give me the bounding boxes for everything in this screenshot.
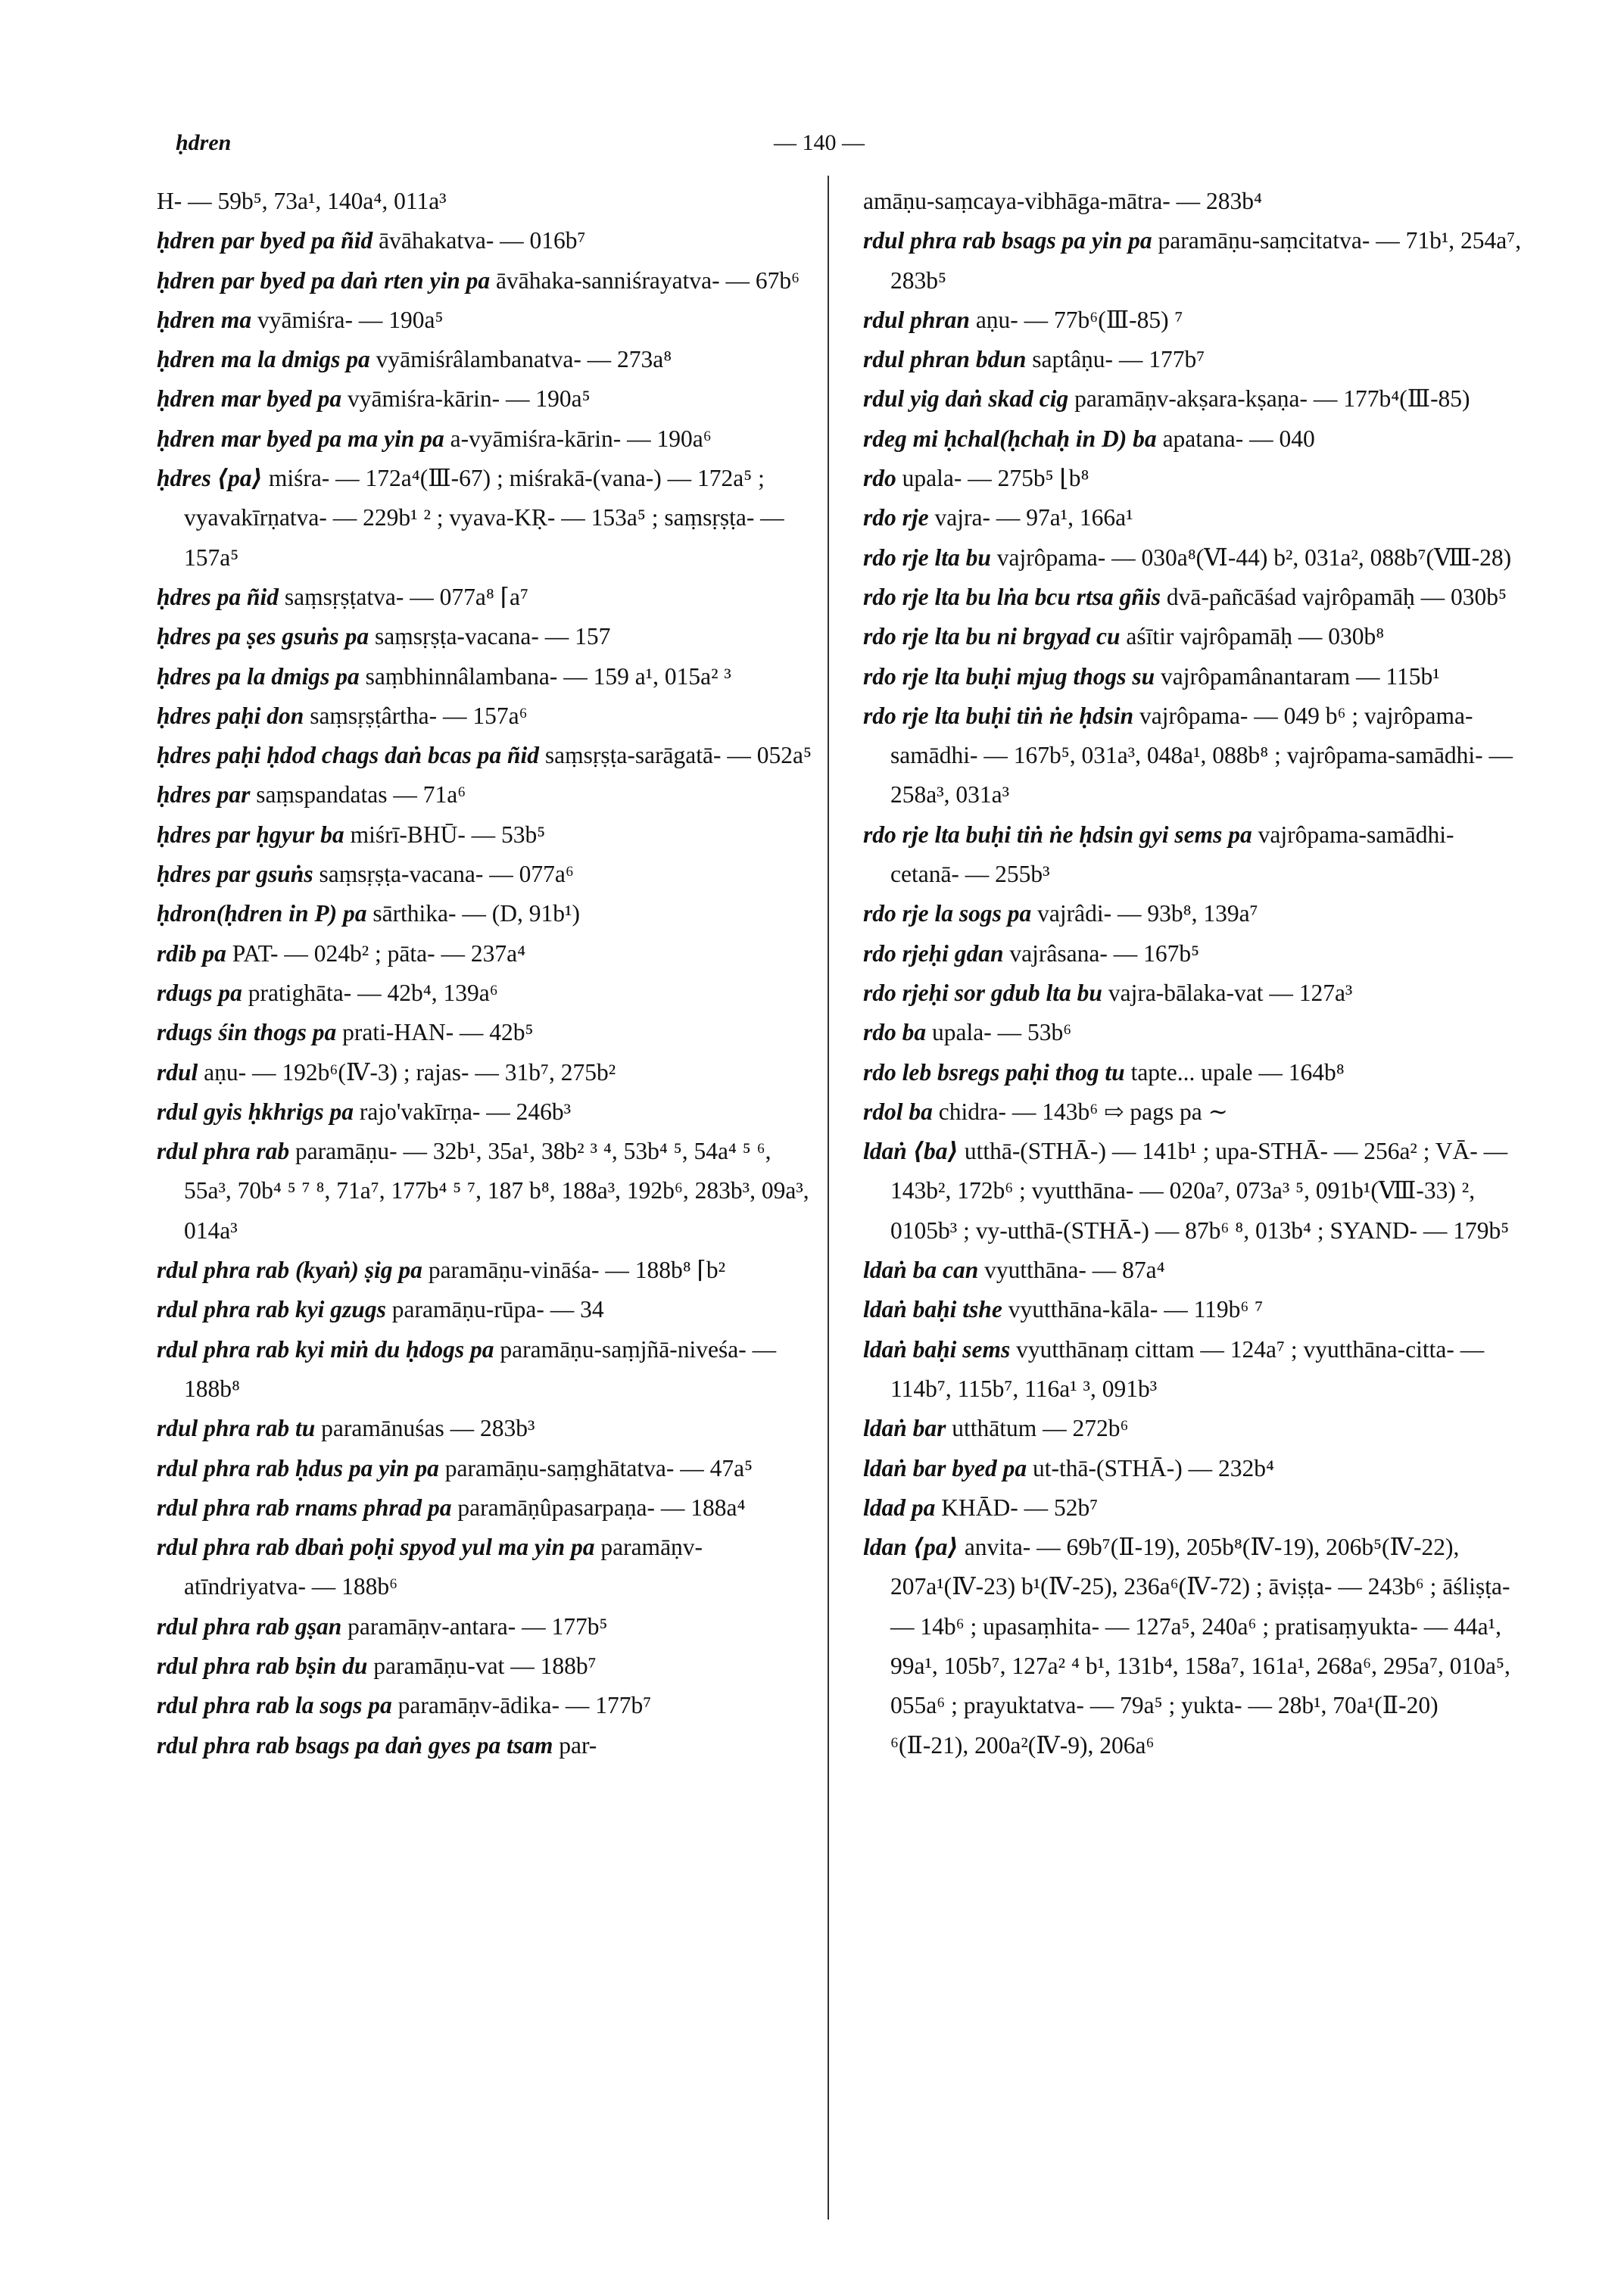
dictionary-entry <box>863 459 1522 498</box>
dictionary-entry <box>863 578 1522 617</box>
entry-equivalents: vyāmiśrâlambanatva- — 273a⁸ <box>376 346 672 373</box>
dictionary-entry <box>863 1449 1522 1488</box>
running-head: ḥdren <box>176 130 232 155</box>
entry-equivalents: aśītir vajrôpamāḥ — 030b⁸ <box>1126 623 1385 650</box>
entry-headword: ḥdres pa ñid <box>157 583 279 610</box>
entry-headword: rdul phra rab ḥdus pa yin pa <box>157 1454 439 1481</box>
dictionary-entry <box>157 379 815 419</box>
entry-equivalents: vyāmiśra- — 190a⁵ <box>257 306 444 333</box>
dictionary-entry <box>157 578 815 617</box>
entry-headword: rdul phran bdun <box>863 346 1027 373</box>
entry-headword: rdul phra rab la sogs pa <box>157 1692 392 1719</box>
entry-equivalents: chidra- — 143b⁶ ⇨ pags pa ∼ <box>938 1098 1228 1125</box>
entry-headword: ḥdres ⟨pa⟩ <box>157 465 263 492</box>
entry-equivalents: par- <box>559 1731 597 1759</box>
entry-equivalents: vajrôpama-samādhi-cetanā- — 255b³ <box>890 821 1454 888</box>
dictionary-entry <box>863 1528 1522 1765</box>
dictionary-entry <box>863 1053 1522 1092</box>
dictionary-entry <box>157 974 815 1013</box>
dictionary-entry <box>863 1013 1522 1052</box>
dictionary-entry <box>157 696 815 736</box>
entry-headword: rdul phra rab (kyaṅ) ṣig pa <box>157 1257 422 1284</box>
entry-equivalents: saṃsṛṣṭa-sarāgatā- — 052a⁵ <box>544 742 812 769</box>
right-column <box>863 182 1522 1765</box>
entry-headword: rdul phra rab bsags pa yin pa <box>863 227 1152 254</box>
entry-equivalents: saṃsṛṣṭârtha- — 157a⁶ <box>310 702 528 729</box>
entry-headword: rdul yig daṅ skad cig <box>863 385 1069 413</box>
entry-equivalents: sārthika- — (D, 91b¹) <box>372 900 580 927</box>
entry-equivalents: aṇu- — 77b⁶(Ⅲ-85) ⁷ <box>975 306 1183 333</box>
dictionary-entry <box>863 696 1522 815</box>
entry-equivalents: paramānuśas — 283b³ <box>321 1415 535 1442</box>
entry-equivalents: vajrôpama- — 049 b⁶ ; vajrôpama- samādhi- — 167b⁵, 031a³, 048a¹, 088b⁸ ; vajrôpama-samādhi- — 258a³, 031a³ <box>890 702 1513 808</box>
entry-headword: rdo rje <box>863 504 929 531</box>
entry-headword: rdul phra rab bsags pa daṅ gyes pa tsam <box>157 1731 553 1759</box>
entry-equivalents: anvita- — 69b⁷(Ⅱ-19), 205b⁸(Ⅳ-19), 206b⁵(Ⅳ-22), 207a¹(Ⅳ-23) b¹(Ⅳ-25), 236a⁶(Ⅳ-72) ; āviṣṭa- — 243b⁶ ; āśliṣṭa- — 14b⁶ ; upasaṃhita- — 127a⁵, 240a⁶ ; pratisaṃyukta- — 44a¹, 99a¹, 105b⁷, 127a² ⁴ b¹, 131b⁴, 158a⁷, 161a¹, 268a⁶, 295a⁷, 010a⁵, 055a⁶ ; prayuktatva- — 79a⁵ ; yukta- — 28b¹, 70a¹(Ⅱ-20) ⁶(Ⅱ-21), 200a²(Ⅳ-9), 206a⁶ <box>890 1534 1510 1759</box>
entry-headword: ldaṅ ba can <box>863 1257 979 1284</box>
entry-headword: rdugs pa <box>157 979 242 1006</box>
entry-equivalents: paramāṇu-saṃjñā-niveśa- — 188b⁸ <box>184 1335 777 1402</box>
entry-headword: ldaṅ baḥi tshe <box>863 1296 1002 1323</box>
entry-headword: rdo rje lta bu ni brgyad cu <box>863 623 1121 650</box>
entry-equivalents: H- — 59b⁵, 73a¹, 140a⁴, 011a³ <box>157 188 447 214</box>
entry-headword: rdul phra rab tu <box>157 1415 316 1442</box>
dictionary-entry <box>863 617 1522 656</box>
entry-headword: ldaṅ ⟨ba⟩ <box>863 1138 959 1165</box>
entry-equivalents: saṃbhinnâlambana- — 159 a¹, 015a² ³ <box>365 662 731 690</box>
dictionary-entry <box>157 182 815 221</box>
dictionary-entry <box>863 379 1522 419</box>
entry-equivalents: miśrī-BHŪ- — 53b⁵ <box>350 821 546 848</box>
dictionary-entry <box>863 498 1522 537</box>
entry-headword: rdul phra rab dbaṅ poḥi spyod yul ma yin pa <box>157 1534 595 1561</box>
entry-equivalents: dvā-pañcāśad vajrôpamāḥ — 030b⁵ <box>1166 583 1507 610</box>
entry-equivalents: vyutthānaṃ cittam — 124a⁷ ; vyutthāna-citta- — 114b⁷, 115b⁷, 116a¹ ³, 091b³ <box>890 1335 1485 1402</box>
entry-equivalents: paramāṇûpasarpaṇa- — 188a⁴ <box>457 1494 746 1521</box>
entry-headword: ḥdren mar byed pa <box>157 385 342 413</box>
entry-headword: rdul gyis ḥkhrigs pa <box>157 1098 354 1125</box>
dictionary-entry <box>157 419 815 459</box>
dictionary-entry <box>863 657 1522 696</box>
dictionary-entry <box>157 1607 815 1647</box>
dictionary-entry <box>863 1132 1522 1251</box>
dictionary-entry <box>157 815 815 855</box>
entry-headword: ḥdres par <box>157 781 251 808</box>
entry-headword: ḥdren par byed pa ñid <box>157 227 373 254</box>
entry-headword: ḥdren ma <box>157 306 252 333</box>
dictionary-entry <box>863 1330 1522 1410</box>
dictionary-entry <box>863 340 1522 379</box>
entry-equivalents: āvāhakatva- — 016b⁷ <box>379 227 586 254</box>
entry-equivalents: paramāṇu-rūpa- — 34 <box>391 1296 604 1323</box>
dictionary-entry <box>157 1013 815 1052</box>
entry-headword: rdo rje lta bu lṅa bcu rtsa gñis <box>863 583 1161 610</box>
dictionary-entry <box>863 1092 1522 1132</box>
entry-equivalents: vyāmiśra-kārin- — 190a⁵ <box>348 385 591 413</box>
entry-equivalents: paramāṇu-saṃcitatva- — 71b¹, 254a⁷, 283b⁵ <box>890 227 1522 294</box>
entry-headword: rdo ba <box>863 1019 927 1046</box>
entry-equivalents: pratighāta- — 42b⁴, 139a⁶ <box>248 979 498 1006</box>
entry-headword: rdo rje la sogs pa <box>863 900 1032 927</box>
dictionary-entry <box>863 815 1522 895</box>
entry-equivalents: paramāṇu-vināśa- — 188b⁸ ⌈b² <box>428 1257 726 1284</box>
entry-equivalents: paramāṇu- — 32b¹, 35a¹, 38b² ³ ⁴, 53b⁴ ⁵, 54a⁴ ⁵ ⁶, 55a³, 70b⁴ ⁵ ⁷ ⁸, 71a⁷, 177b⁴ ⁵ ⁷, 187 b⁸, 188a³, 192b⁶, 283b³, 09a³, 014a³ <box>184 1138 809 1244</box>
dictionary-entry <box>157 1647 815 1686</box>
entry-headword: rdo <box>863 465 896 492</box>
entry-equivalents: vajra- — 97a¹, 166a¹ <box>934 504 1133 531</box>
page-number: — 140 — <box>774 130 865 155</box>
entry-headword: ḥdres pa ṣes gsuṅs pa <box>157 623 369 650</box>
column-divider <box>828 176 829 2220</box>
entry-equivalents: saṃsṛṣṭatva- — 077a⁸ ⌈a⁷ <box>284 583 528 610</box>
entry-equivalents: vajrâsana- — 167b⁵ <box>1009 939 1200 967</box>
dictionary-entry <box>863 419 1522 459</box>
entry-headword: ḥdren par byed pa daṅ rten yin pa <box>157 266 491 294</box>
dictionary-entry <box>863 1290 1522 1329</box>
entry-headword: ḥdres par gsuṅs <box>157 861 313 888</box>
dictionary-entry <box>157 1290 815 1329</box>
entry-headword: rdul phra rab bṣin du <box>157 1652 368 1679</box>
entry-equivalents: utthātum — 272b⁶ <box>952 1415 1129 1442</box>
entry-equivalents: amāṇu-saṃcaya-vibhāga-mātra- — 283b⁴ <box>863 188 1263 214</box>
entry-equivalents: āvāhaka-sanniśrayatva- — 67b⁶ <box>496 266 800 294</box>
entry-equivalents: paramāṇv-ādika- — 177b⁷ <box>397 1692 652 1719</box>
entry-headword: rdo rjeḥi gdan <box>863 939 1004 967</box>
entry-headword: rdul phran <box>863 306 970 333</box>
dictionary-entry <box>157 1053 815 1092</box>
entry-equivalents: paramāṇu-vat — 188b⁷ <box>373 1652 597 1679</box>
entry-equivalents: saṃspandatas — 71a⁶ <box>256 781 466 808</box>
entry-headword: rdul phra rab gṣan <box>157 1612 342 1640</box>
entry-equivalents: paramāṇu-saṃghātatva- — 47a⁵ <box>444 1454 753 1481</box>
dictionary-entry <box>863 1409 1522 1448</box>
entry-headword: rdo leb bsregs paḥi thog tu <box>863 1058 1125 1086</box>
entry-equivalents: upala- — 53b⁶ <box>932 1019 1072 1046</box>
dictionary-entry <box>157 340 815 379</box>
entry-headword: rdo rje lta buḥi mjug thogs su <box>863 662 1155 690</box>
dictionary-entry <box>157 894 815 933</box>
entry-equivalents: prati-HAN- — 42b⁵ <box>342 1019 534 1046</box>
entry-equivalents: saṃsṛṣṭa-vacana- — 077a⁶ <box>319 861 574 888</box>
entry-equivalents: aṇu- — 192b⁶(Ⅳ-3) ; rajas- — 31b⁷, 275b² <box>204 1058 616 1086</box>
dictionary-entry <box>157 1726 815 1765</box>
dictionary-entry <box>157 855 815 894</box>
dictionary-entry <box>157 1330 815 1410</box>
dictionary-entry <box>157 934 815 974</box>
entry-headword: ḥdres par ḥgyur ba <box>157 821 344 848</box>
dictionary-entry <box>157 1488 815 1528</box>
entry-headword: ldaṅ bar byed pa <box>863 1454 1027 1481</box>
entry-equivalents: utthā-(STHĀ-) — 141b¹ ; upa-STHĀ- — 256a² ; VĀ- — 143b², 172b⁶ ; vyutthāna- — 020a⁷, 073a³ ⁵, 091b¹(Ⅷ-33) ², 0105b³ ; vy-utthā-(STHĀ-) — 87b⁶ ⁸, 013b⁴ ; SYAND- — 179b⁵ <box>890 1138 1510 1244</box>
dictionary-entry <box>863 974 1522 1013</box>
dictionary-entry <box>157 1449 815 1488</box>
entry-headword: ḥdren ma la dmigs pa <box>157 346 370 373</box>
dictionary-entry <box>157 617 815 656</box>
dictionary-entry <box>157 459 815 578</box>
entry-equivalents: vajrâdi- — 93b⁸, 139a⁷ <box>1037 900 1258 927</box>
entry-headword: rdul phra rab <box>157 1138 290 1165</box>
entry-headword: rdol ba <box>863 1098 933 1125</box>
entry-headword: ḥdron(ḥdren in P) pa <box>157 900 367 927</box>
entry-headword: rdeg mi ḥchal(ḥchaḥ in D) ba <box>863 425 1157 452</box>
entry-equivalents: KHĀD- — 52b⁷ <box>941 1494 1099 1521</box>
dictionary-entry <box>157 301 815 340</box>
left-column <box>157 182 815 1765</box>
dictionary-entry <box>157 1092 815 1132</box>
dictionary-entry <box>157 1409 815 1448</box>
entry-equivalents: paramāṇv-antara- — 177b⁵ <box>348 1612 608 1640</box>
dictionary-entry <box>157 657 815 696</box>
entry-equivalents: vyutthāna- — 87a⁴ <box>984 1257 1165 1284</box>
dictionary-entry <box>863 301 1522 340</box>
dictionary-entry <box>863 894 1522 933</box>
entry-headword: rdo rje lta bu <box>863 544 991 571</box>
dictionary-entry <box>157 261 815 301</box>
dictionary-entry <box>863 538 1522 578</box>
entry-headword: rdul phra rab kyi gzugs <box>157 1296 386 1323</box>
entry-headword: ldaṅ baḥi sems <box>863 1335 1011 1363</box>
entry-equivalents: paramāṇv-akṣara-kṣaṇa- — 177b⁴(Ⅲ-85) <box>1074 385 1470 413</box>
dictionary-entry <box>157 1528 815 1607</box>
entry-equivalents: tapte... upale — 164b⁸ <box>1130 1058 1345 1086</box>
entry-equivalents: upala- — 275b⁵ ⌊b⁸ <box>902 465 1089 492</box>
entry-equivalents: miśra- — 172a⁴(Ⅲ-67) ; miśrakā-(vana-) — 172a⁵ ; vyavakīrṇatva- — 229b¹ ² ; vyava-KṚ- — 153a⁵ ; saṃsṛṣṭa- — 157a⁵ <box>184 465 784 571</box>
entry-headword: rdo rje lta buḥi tiṅ ṅe ḥdsin gyi sems pa <box>863 821 1252 848</box>
entry-headword: rdo rje lta buḥi tiṅ ṅe ḥdsin <box>863 702 1134 729</box>
entry-headword: rdib pa <box>157 939 226 967</box>
entry-headword: ḥdres pa la dmigs pa <box>157 662 360 690</box>
entry-equivalents: vyutthāna-kāla- — 119b⁶ ⁷ <box>1008 1296 1264 1323</box>
entry-equivalents: vajra-bālaka-vat — 127a³ <box>1108 979 1353 1006</box>
entry-equivalents: PAT- — 024b² ; pāta- — 237a⁴ <box>232 939 526 967</box>
dictionary-entry <box>863 182 1522 221</box>
entry-equivalents: saṃsṛṣṭa-vacana- — 157 <box>374 623 611 650</box>
dictionary-entry <box>157 221 815 260</box>
dictionary-entry <box>157 736 815 775</box>
entry-equivalents: apatana- — 040 <box>1162 425 1315 452</box>
entry-headword: ḥdres paḥi don <box>157 702 304 729</box>
entry-headword: ldan ⟨pa⟩ <box>863 1534 959 1561</box>
dictionary-entry <box>157 1251 815 1290</box>
entry-headword: ḥdres paḥi ḥdod chags daṅ bcas pa ñid <box>157 742 539 769</box>
entry-headword: ldaṅ bar <box>863 1415 946 1442</box>
entry-equivalents: saptâṇu- — 177b⁷ <box>1032 346 1205 373</box>
dictionary-entry <box>157 1132 815 1251</box>
entry-equivalents: ut-thā-(STHĀ-) — 232b⁴ <box>1033 1454 1274 1481</box>
dictionary-entry <box>863 221 1522 301</box>
entry-headword: rdugs śin thogs pa <box>157 1019 337 1046</box>
entry-equivalents: paramāṇv-atīndriyatva- — 188b⁶ <box>184 1534 703 1600</box>
dictionary-entry <box>157 775 815 815</box>
entry-equivalents: rajo'vakīrṇa- — 246b³ <box>359 1098 572 1125</box>
dictionary-entry <box>157 1686 815 1725</box>
entry-equivalents: a-vyāmiśra-kārin- — 190a⁶ <box>450 425 712 452</box>
entry-equivalents: vajrôpama- — 030a⁸(Ⅵ-44) b², 031a², 088b⁷(Ⅷ-28) <box>996 544 1512 571</box>
entry-headword: rdo rjeḥi sor gdub lta bu <box>863 979 1102 1006</box>
dictionary-entry <box>863 1251 1522 1290</box>
entry-headword: rdul <box>157 1058 198 1086</box>
dictionary-entry <box>863 934 1522 974</box>
entry-headword: ldad pa <box>863 1494 936 1521</box>
entry-headword: rdul phra rab rnams phrad pa <box>157 1494 452 1521</box>
entry-headword: rdul phra rab kyi miṅ du ḥdogs pa <box>157 1335 494 1363</box>
entry-equivalents: vajrôpamânantaram — 115b¹ <box>1161 662 1440 690</box>
dictionary-entry <box>863 1488 1522 1528</box>
entry-headword: ḥdren mar byed pa ma yin pa <box>157 425 444 452</box>
